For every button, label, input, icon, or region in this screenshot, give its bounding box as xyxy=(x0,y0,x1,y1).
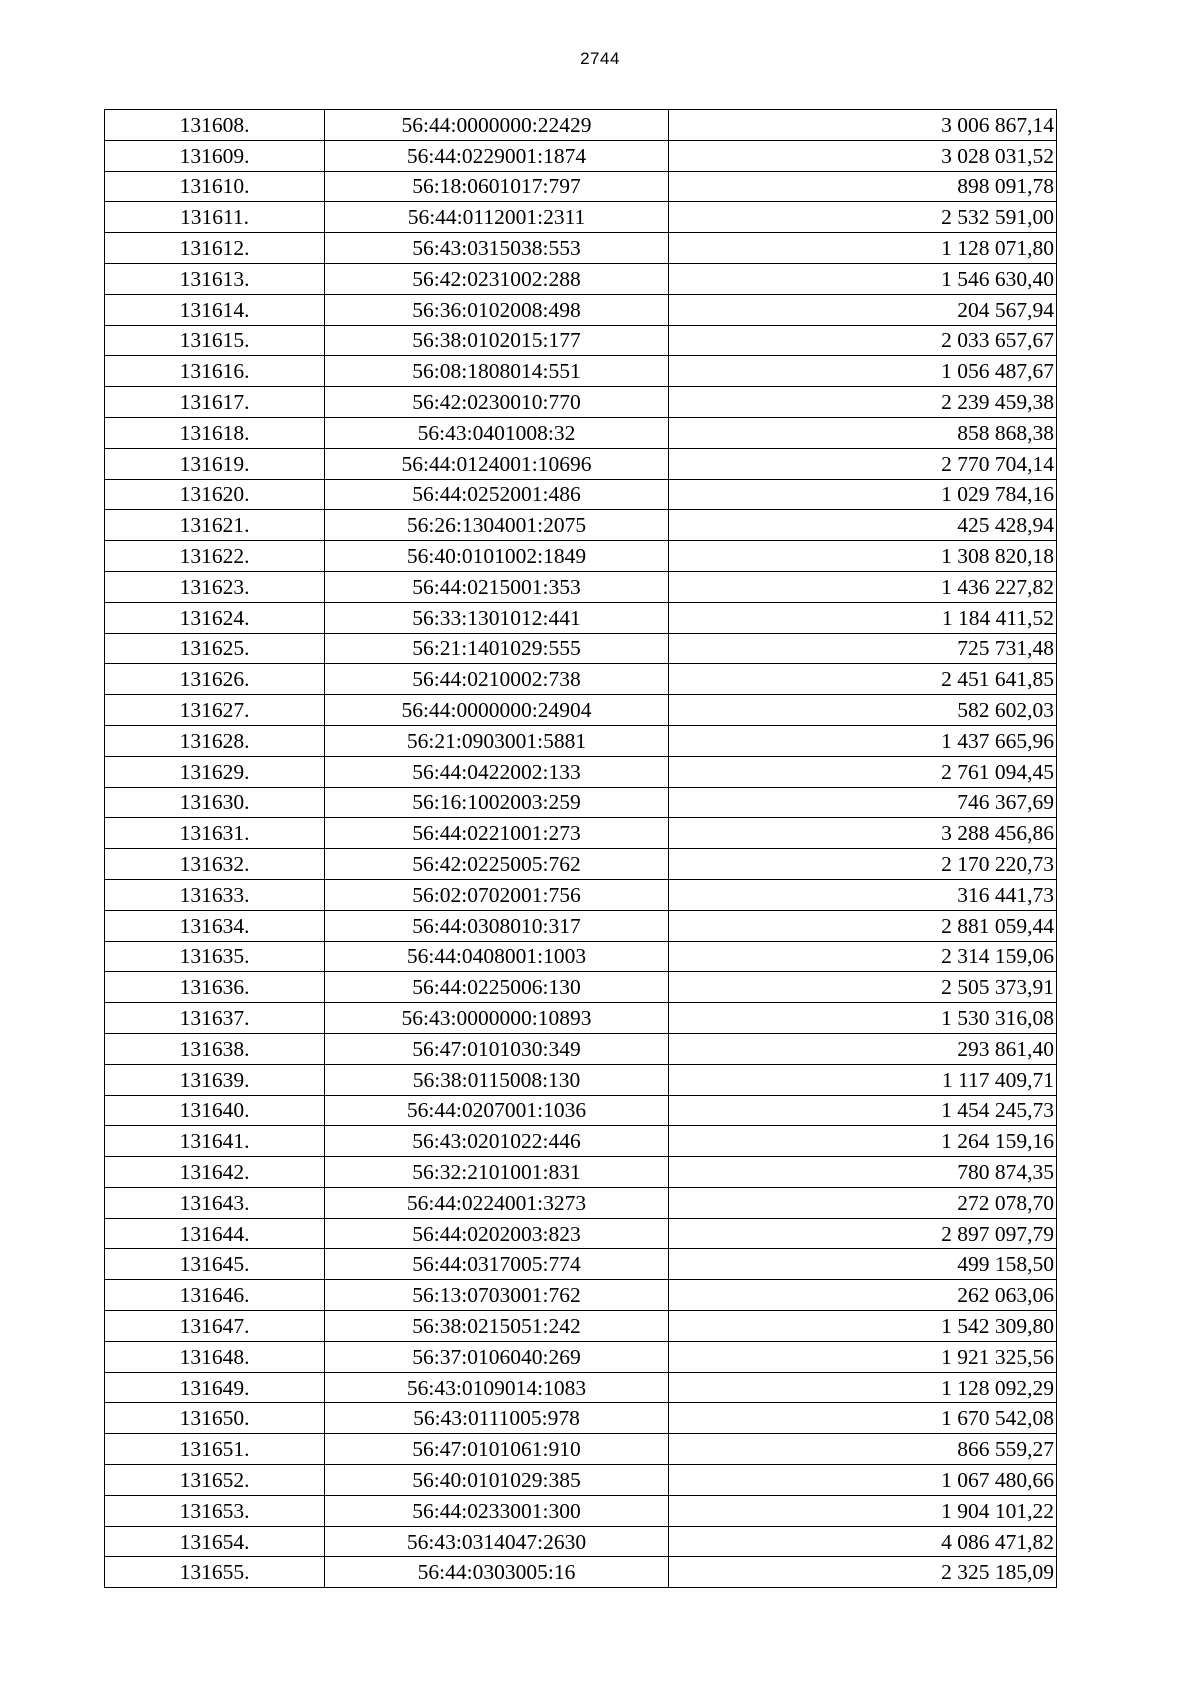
row-number-cell: 131637. xyxy=(105,1003,325,1034)
row-number-cell: 131632. xyxy=(105,849,325,880)
cadastral-value-cell: 1 184 411,52 xyxy=(669,602,1057,633)
cadastral-number-cell: 56:42:0231002:288 xyxy=(325,263,669,294)
cadastral-number-cell: 56:44:0124001:10696 xyxy=(325,448,669,479)
table-row xyxy=(105,1095,1057,1126)
cadastral-number-cell: 56:43:0000000:10893 xyxy=(325,1003,669,1034)
row-number-cell: 131613. xyxy=(105,263,325,294)
row-number-cell: 131631. xyxy=(105,818,325,849)
cadastral-number-cell: 56:21:1401029:555 xyxy=(325,633,669,664)
row-number-cell: 131649. xyxy=(105,1372,325,1403)
cadastral-value-cell: 2 033 657,67 xyxy=(669,325,1057,356)
row-number-cell: 131624. xyxy=(105,602,325,633)
cadastral-number-cell: 56:44:0229001:1874 xyxy=(325,140,669,171)
row-number-cell: 131616. xyxy=(105,356,325,387)
table-row xyxy=(105,1280,1057,1311)
row-number-cell: 131638. xyxy=(105,1033,325,1064)
cadastral-number-cell: 56:40:0101002:1849 xyxy=(325,541,669,572)
cadastral-number-cell: 56:44:0202003:823 xyxy=(325,1218,669,1249)
cadastral-number-cell: 56:44:0000000:24904 xyxy=(325,695,669,726)
table-row xyxy=(105,941,1057,972)
cadastral-value-cell: 3 028 031,52 xyxy=(669,140,1057,171)
row-number-cell: 131640. xyxy=(105,1095,325,1126)
cadastral-value-cell: 1 454 245,73 xyxy=(669,1095,1057,1126)
table-row xyxy=(105,510,1057,541)
cadastral-number-cell: 56:02:0702001:756 xyxy=(325,879,669,910)
row-number-cell: 131630. xyxy=(105,787,325,818)
cadastral-value-cell: 1 128 071,80 xyxy=(669,233,1057,264)
table-row xyxy=(105,171,1057,202)
cadastral-number-cell: 56:44:0317005:774 xyxy=(325,1249,669,1280)
table-row xyxy=(105,1465,1057,1496)
row-number-cell: 131643. xyxy=(105,1187,325,1218)
table-row xyxy=(105,571,1057,602)
table-row xyxy=(105,1372,1057,1403)
cadastral-number-cell: 56:43:0109014:1083 xyxy=(325,1372,669,1403)
cadastral-number-cell: 56:42:0230010:770 xyxy=(325,387,669,418)
cadastral-value-cell: 2 881 059,44 xyxy=(669,910,1057,941)
cadastral-number-cell: 56:47:0101030:349 xyxy=(325,1033,669,1064)
row-number-cell: 131648. xyxy=(105,1341,325,1372)
cadastral-number-cell: 56:43:0315038:553 xyxy=(325,233,669,264)
row-number-cell: 131609. xyxy=(105,140,325,171)
row-number-cell: 131623. xyxy=(105,571,325,602)
cadastral-number-cell: 56:40:0101029:385 xyxy=(325,1465,669,1496)
cadastral-number-cell: 56:32:2101001:831 xyxy=(325,1157,669,1188)
row-number-cell: 131650. xyxy=(105,1403,325,1434)
cadastral-number-cell: 56:44:0207001:1036 xyxy=(325,1095,669,1126)
cadastral-number-cell: 56:26:1304001:2075 xyxy=(325,510,669,541)
cadastral-number-cell: 56:44:0210002:738 xyxy=(325,664,669,695)
cadastral-number-cell: 56:16:1002003:259 xyxy=(325,787,669,818)
cadastral-value-cell: 1 029 784,16 xyxy=(669,479,1057,510)
cadastral-number-cell: 56:36:0102008:498 xyxy=(325,294,669,325)
table-row xyxy=(105,356,1057,387)
cadastral-number-cell: 56:44:0303005:16 xyxy=(325,1557,669,1588)
cadastral-value-cell: 316 441,73 xyxy=(669,879,1057,910)
cadastral-number-cell: 56:21:0903001:5881 xyxy=(325,725,669,756)
row-number-cell: 131621. xyxy=(105,510,325,541)
table-row xyxy=(105,1526,1057,1557)
cadastral-value-cell: 1 904 101,22 xyxy=(669,1495,1057,1526)
row-number-cell: 131612. xyxy=(105,233,325,264)
row-number-cell: 131610. xyxy=(105,171,325,202)
cadastral-value-cell: 1 067 480,66 xyxy=(669,1465,1057,1496)
row-number-cell: 131614. xyxy=(105,294,325,325)
cadastral-value-cell: 2 761 094,45 xyxy=(669,756,1057,787)
cadastral-number-cell: 56:44:0422002:133 xyxy=(325,756,669,787)
table-row xyxy=(105,541,1057,572)
cadastral-number-cell: 56:18:0601017:797 xyxy=(325,171,669,202)
cadastral-value-cell: 1 670 542,08 xyxy=(669,1403,1057,1434)
cadastral-value-cell: 1 546 630,40 xyxy=(669,263,1057,294)
cadastral-number-cell: 56:43:0201022:446 xyxy=(325,1126,669,1157)
cadastral-number-cell: 56:44:0308010:317 xyxy=(325,910,669,941)
row-number-cell: 131653. xyxy=(105,1495,325,1526)
cadastral-number-cell: 56:44:0112001:2311 xyxy=(325,202,669,233)
cadastral-value-cell: 858 868,38 xyxy=(669,417,1057,448)
table-row xyxy=(105,417,1057,448)
cadastral-value-cell: 2 770 704,14 xyxy=(669,448,1057,479)
table-row xyxy=(105,202,1057,233)
cadastral-value-cell: 1 437 665,96 xyxy=(669,725,1057,756)
row-number-cell: 131625. xyxy=(105,633,325,664)
row-number-cell: 131615. xyxy=(105,325,325,356)
cadastral-number-cell: 56:42:0225005:762 xyxy=(325,849,669,880)
table-row xyxy=(105,1064,1057,1095)
table-row xyxy=(105,787,1057,818)
cadastral-value-cell: 2 897 097,79 xyxy=(669,1218,1057,1249)
row-number-cell: 131646. xyxy=(105,1280,325,1311)
cadastral-value-cell: 2 170 220,73 xyxy=(669,849,1057,880)
table-row xyxy=(105,1341,1057,1372)
row-number-cell: 131618. xyxy=(105,417,325,448)
cadastral-number-cell: 56:44:0225006:130 xyxy=(325,972,669,1003)
table-row xyxy=(105,1311,1057,1342)
cadastral-value-cell: 725 731,48 xyxy=(669,633,1057,664)
cadastral-value-cell: 2 325 185,09 xyxy=(669,1557,1057,1588)
table-row xyxy=(105,849,1057,880)
cadastral-value-cell: 2 314 159,06 xyxy=(669,941,1057,972)
table-row xyxy=(105,1249,1057,1280)
cadastral-value-cell: 2 532 591,00 xyxy=(669,202,1057,233)
table-row xyxy=(105,263,1057,294)
table-row xyxy=(105,879,1057,910)
cadastral-value-cell: 262 063,06 xyxy=(669,1280,1057,1311)
table-row xyxy=(105,972,1057,1003)
row-number-cell: 131634. xyxy=(105,910,325,941)
table-row xyxy=(105,294,1057,325)
cadastral-number-cell: 56:38:0115008:130 xyxy=(325,1064,669,1095)
row-number-cell: 131642. xyxy=(105,1157,325,1188)
cadastral-value-cell: 1 056 487,67 xyxy=(669,356,1057,387)
row-number-cell: 131611. xyxy=(105,202,325,233)
table-row xyxy=(105,1557,1057,1588)
row-number-cell: 131617. xyxy=(105,387,325,418)
cadastral-value-cell: 272 078,70 xyxy=(669,1187,1057,1218)
cadastral-value-cell: 2 451 641,85 xyxy=(669,664,1057,695)
cadastral-value-cell: 1 436 227,82 xyxy=(669,571,1057,602)
table-row xyxy=(105,1218,1057,1249)
cadastral-number-cell: 56:13:0703001:762 xyxy=(325,1280,669,1311)
table-row xyxy=(105,479,1057,510)
table-row xyxy=(105,233,1057,264)
cadastral-value-cell: 425 428,94 xyxy=(669,510,1057,541)
row-number-cell: 131639. xyxy=(105,1064,325,1095)
cadastral-number-cell: 56:43:0401008:32 xyxy=(325,417,669,448)
table-row xyxy=(105,695,1057,726)
cadastral-value-cell: 4 086 471,82 xyxy=(669,1526,1057,1557)
cadastral-value-cell: 2 505 373,91 xyxy=(669,972,1057,1003)
row-number-cell: 131636. xyxy=(105,972,325,1003)
table-row xyxy=(105,1126,1057,1157)
cadastral-number-cell: 56:08:1808014:551 xyxy=(325,356,669,387)
table-row xyxy=(105,1003,1057,1034)
cadastral-number-cell: 56:44:0233001:300 xyxy=(325,1495,669,1526)
row-number-cell: 131645. xyxy=(105,1249,325,1280)
row-number-cell: 131608. xyxy=(105,110,325,141)
cadastral-value-cell: 3 006 867,14 xyxy=(669,110,1057,141)
table-row xyxy=(105,602,1057,633)
table-row xyxy=(105,756,1057,787)
row-number-cell: 131633. xyxy=(105,879,325,910)
row-number-cell: 131629. xyxy=(105,756,325,787)
cadastral-number-cell: 56:33:1301012:441 xyxy=(325,602,669,633)
cadastral-number-cell: 56:38:0102015:177 xyxy=(325,325,669,356)
table-row xyxy=(105,633,1057,664)
row-number-cell: 131641. xyxy=(105,1126,325,1157)
cadastral-value-cell: 499 158,50 xyxy=(669,1249,1057,1280)
table-row xyxy=(105,1403,1057,1434)
cadastral-value-cell: 2 239 459,38 xyxy=(669,387,1057,418)
cadastral-number-cell: 56:44:0252001:486 xyxy=(325,479,669,510)
cadastral-value-cell: 1 117 409,71 xyxy=(669,1064,1057,1095)
cadastral-value-cell: 780 874,35 xyxy=(669,1157,1057,1188)
table-row xyxy=(105,448,1057,479)
table-row xyxy=(105,1187,1057,1218)
cadastral-value-cell: 1 530 316,08 xyxy=(669,1003,1057,1034)
row-number-cell: 131635. xyxy=(105,941,325,972)
table-row xyxy=(105,325,1057,356)
cadastral-number-cell: 56:44:0224001:3273 xyxy=(325,1187,669,1218)
table-row xyxy=(105,110,1057,141)
row-number-cell: 131619. xyxy=(105,448,325,479)
cadastral-value-cell: 1 542 309,80 xyxy=(669,1311,1057,1342)
cadastral-value-cell: 204 567,94 xyxy=(669,294,1057,325)
table-row xyxy=(105,725,1057,756)
page-number: 2744 xyxy=(580,49,620,68)
cadastral-value-cell: 1 308 820,18 xyxy=(669,541,1057,572)
row-number-cell: 131622. xyxy=(105,541,325,572)
cadastral-value-cell: 866 559,27 xyxy=(669,1434,1057,1465)
cadastral-value-cell: 1 921 325,56 xyxy=(669,1341,1057,1372)
cadastral-number-cell: 56:44:0000000:22429 xyxy=(325,110,669,141)
table-row xyxy=(105,387,1057,418)
cadastral-value-cell: 898 091,78 xyxy=(669,171,1057,202)
cadastral-value-cell: 1 264 159,16 xyxy=(669,1126,1057,1157)
row-number-cell: 131627. xyxy=(105,695,325,726)
row-number-cell: 131647. xyxy=(105,1311,325,1342)
table-row xyxy=(105,664,1057,695)
cadastral-number-cell: 56:47:0101061:910 xyxy=(325,1434,669,1465)
table-row xyxy=(105,818,1057,849)
cadastral-number-cell: 56:38:0215051:242 xyxy=(325,1311,669,1342)
cadastral-value-cell: 3 288 456,86 xyxy=(669,818,1057,849)
row-number-cell: 131651. xyxy=(105,1434,325,1465)
table-body xyxy=(105,110,1057,1588)
row-number-cell: 131628. xyxy=(105,725,325,756)
row-number-cell: 131654. xyxy=(105,1526,325,1557)
table-row xyxy=(105,1495,1057,1526)
cadastral-number-cell: 56:44:0215001:353 xyxy=(325,571,669,602)
row-number-cell: 131644. xyxy=(105,1218,325,1249)
table-row xyxy=(105,910,1057,941)
cadastral-number-cell: 56:43:0111005:978 xyxy=(325,1403,669,1434)
table-row xyxy=(105,1434,1057,1465)
cadastral-value-cell: 582 602,03 xyxy=(669,695,1057,726)
cadastral-number-cell: 56:44:0408001:1003 xyxy=(325,941,669,972)
table-row xyxy=(105,1157,1057,1188)
row-number-cell: 131620. xyxy=(105,479,325,510)
row-number-cell: 131655. xyxy=(105,1557,325,1588)
cadastral-value-table xyxy=(104,109,1057,1588)
cadastral-number-cell: 56:37:0106040:269 xyxy=(325,1341,669,1372)
cadastral-number-cell: 56:44:0221001:273 xyxy=(325,818,669,849)
row-number-cell: 131626. xyxy=(105,664,325,695)
cadastral-value-cell: 1 128 092,29 xyxy=(669,1372,1057,1403)
cadastral-value-cell: 293 861,40 xyxy=(669,1033,1057,1064)
row-number-cell: 131652. xyxy=(105,1465,325,1496)
cadastral-number-cell: 56:43:0314047:2630 xyxy=(325,1526,669,1557)
cadastral-value-cell: 746 367,69 xyxy=(669,787,1057,818)
table-row xyxy=(105,1033,1057,1064)
table-row xyxy=(105,140,1057,171)
